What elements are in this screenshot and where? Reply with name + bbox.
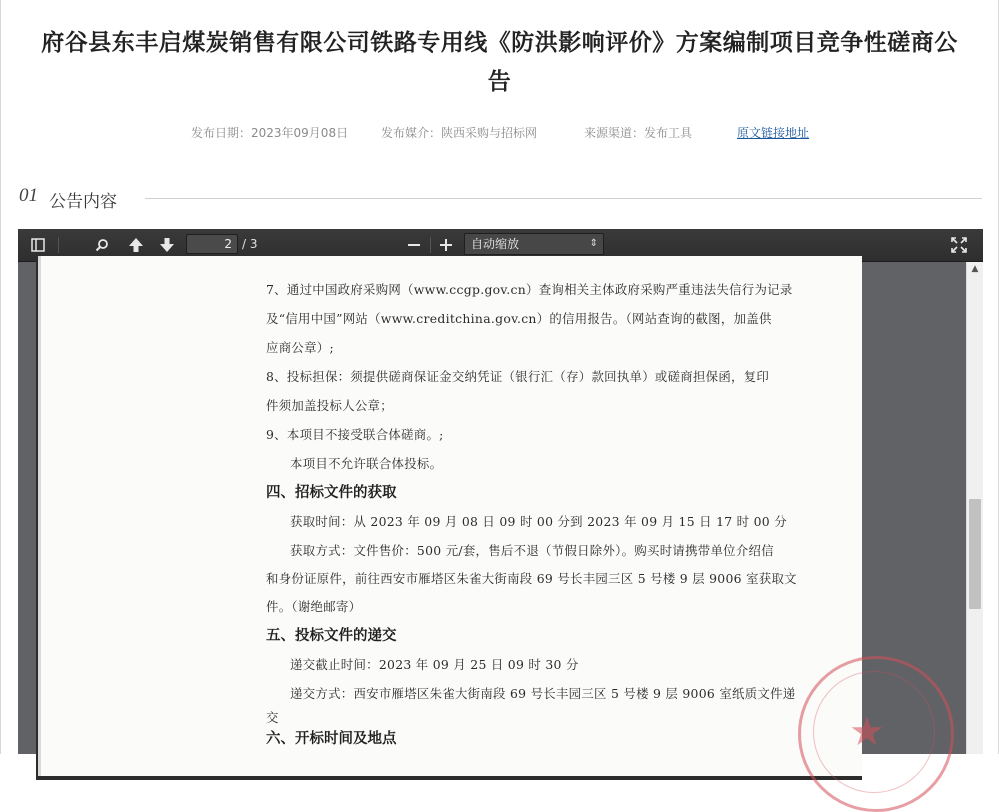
- page-title: [9, 24, 990, 102]
- previous-page-icon[interactable]: [124, 234, 148, 256]
- page-line: 和身份证原件，前往西安市雁塔区朱雀大街南段 69 号长丰园三区 5 号楼 9 层 9006 室获取文: [266, 571, 797, 586]
- page-line: 获取方式：文件售价：500 元/套，售后不退（节假日除外）。购买时请携带单位介绍信: [290, 543, 774, 558]
- title-line-1: 府谷县东丰启煤炭销售有限公司铁路专用线《防洪影响评价》方案编制项目竞争性磋商公: [41, 30, 958, 56]
- page-heading: 五、投标文件的递交: [266, 628, 397, 644]
- page-line: 递交方式：西安市雁塔区朱雀大街南段 69 号长丰园三区 5 号楼 9 层 9006 室纸质文件递: [290, 686, 796, 701]
- search-icon[interactable]: [90, 234, 114, 256]
- publish-date: 发布日期：2023年09月08日: [191, 126, 349, 140]
- page-line: 及“信用中国”网站（www.creditchina.gov.cn）的信用报告。（网站查询的截图，加盖供: [266, 311, 772, 326]
- page-edge: [38, 256, 41, 776]
- page-line: 递交截止时间：2023 年 09 月 25 日 09 时 30 分: [290, 657, 579, 672]
- chevron-up-down-icon: ⇕: [589, 238, 598, 249]
- pdf-viewer: [18, 229, 983, 754]
- source-link[interactable]: 原文链接地址: [737, 126, 810, 140]
- source-channel: 来源渠道：发布工具: [584, 126, 693, 140]
- next-page-icon[interactable]: [155, 234, 179, 256]
- page-line: 获取时间：从 2023 年 09 月 08 日 09 时 00 分到 2023 年 09 月 15 日 17 时 00 分: [290, 514, 787, 529]
- page-total: / 3: [242, 237, 258, 251]
- page-line: 7、通过中国政府采购网（www.ccgp.gov.cn）查询相关主体政府采购严重违法失信行为记录: [266, 282, 793, 297]
- title-line-2: 告: [487, 69, 512, 95]
- page-heading: 六、开标时间及地点: [266, 731, 397, 747]
- page-line: 9、本项目不接受联合体磋商。;: [266, 427, 444, 442]
- toolbar-separator: [58, 237, 59, 253]
- company-seal: [798, 656, 954, 812]
- pdf-page: [38, 256, 885, 776]
- page-line: 交: [266, 710, 279, 725]
- page-line: 应商公章）;: [266, 340, 334, 355]
- page-heading: 四、招标文件的获取: [266, 485, 397, 501]
- zoom-value: 自动缩放: [471, 237, 520, 251]
- zoom-select[interactable]: [464, 233, 604, 255]
- scroll-up-arrow-icon[interactable]: ▲: [971, 264, 979, 274]
- page-line: 件。（谢绝邮寄）: [266, 599, 362, 614]
- document-area: [18, 262, 966, 754]
- page-line: 件须加盖投标人公章；: [266, 398, 393, 413]
- page-line: 8、投标担保：须提供磋商保证金交纳凭证（银行汇（存）款回执单）或磋商担保函，复印: [266, 369, 770, 384]
- vertical-scrollbar[interactable]: [966, 262, 983, 754]
- article-meta: [1, 124, 998, 140]
- zoom-out-icon[interactable]: [402, 234, 426, 256]
- section-number: 01: [19, 185, 38, 206]
- section-header: [19, 185, 982, 211]
- page-line: 本项目不允许联合体投标。: [290, 456, 443, 471]
- zoom-in-icon[interactable]: [434, 234, 458, 256]
- publish-media: 发布媒介：陕西采购与招标网: [381, 126, 538, 140]
- section-label: 公告内容: [49, 192, 117, 212]
- sidebar-toggle-icon[interactable]: [26, 234, 50, 256]
- toolbar-separator: [430, 237, 431, 253]
- scroll-thumb[interactable]: [969, 499, 981, 609]
- section-divider: [145, 198, 982, 199]
- seal-star-icon: ★: [849, 709, 885, 755]
- presentation-mode-icon[interactable]: [947, 234, 971, 256]
- page-number-input[interactable]: [186, 234, 238, 254]
